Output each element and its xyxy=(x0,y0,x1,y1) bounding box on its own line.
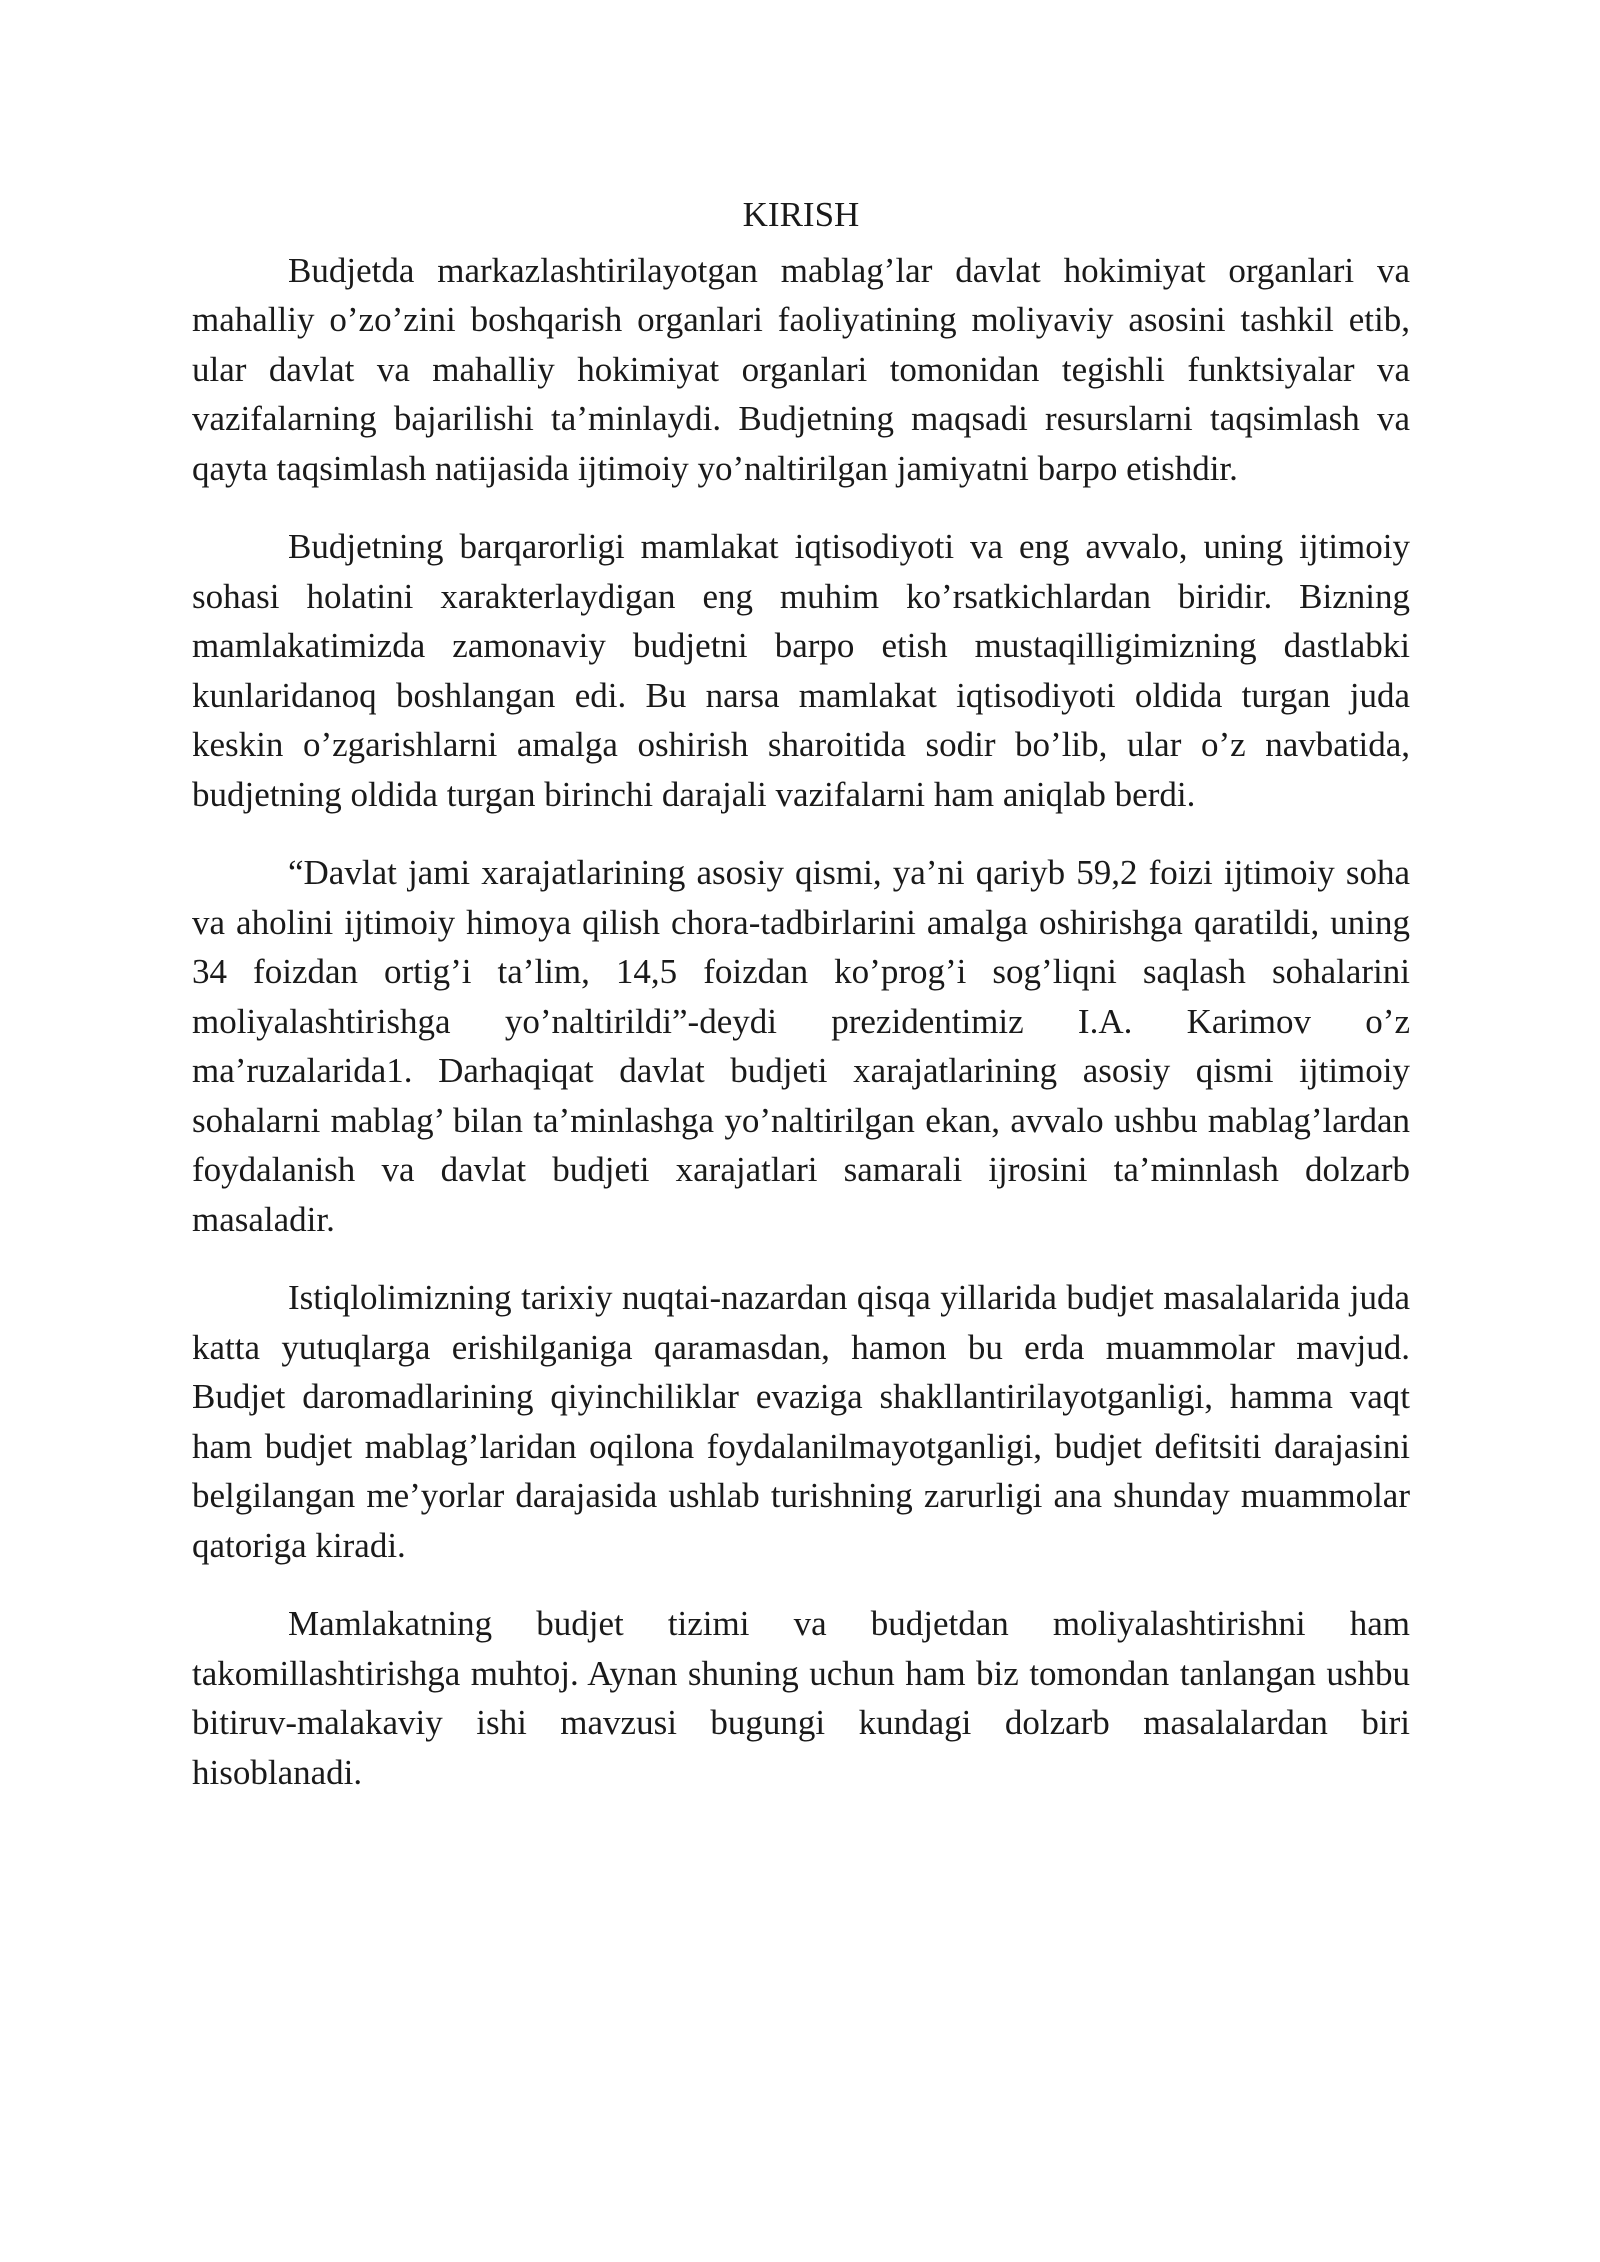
paragraph-5: Mamlakatning budjet tizimi va budjetdan moliyalashtirishni ham takomillashtirishga muhtoj. Aynan shuning uchun ham biz tomondan tanlangan ushbu bitiruv-malakaviy ishi mavzusi bugungi kundagi dolzarb masalalardan biri hisoblanadi. xyxy=(192,1604,1410,1792)
paragraph-1: Budjetda markazlashtirilayotgan mablag’lar davlat hokimiyat organlari va mahalliy o’zo’zini boshqarish organlari faoliyatining moliyaviy asosini tashkil etib, ular davlat va mahalliy hokimiyat organlari tomonidan tegishli funktsiyalar va vazifalarning bajarilishi ta’minlaydi. Budjetning maqsadi resurslarni taqsimlash va qayta taqsimlash natijasida ijtimoiy yo’naltirilgan jamiyatni barpo etishdir. xyxy=(192,250,1410,488)
paragraph-4: Istiqlolimizning tarixiy nuqtai-nazardan qisqa yillarida budjet masalalarida juda katta yutuqlarga erishilganiga qaramasdan, hamon bu erda muammolar mavjud. Budjet daromadlarining qiyinchiliklar evaziga shakllantirilayotganligi, hamma vaqt ham budjet mablag’laridan oqilona foydalanilmayotganligi, budjet defitsiti darajasini belgilangan me’yorlar darajasida ushlab turishning zarurligi ana shunday muammolar qatoriga kiradi. xyxy=(192,1278,1410,1565)
section-heading: KIRISH xyxy=(742,195,860,234)
paragraph-2: Budjetning barqarorligi mamlakat iqtisodiyoti va eng avvalo, uning ijtimoiy sohasi holatini xarakterlaydigan eng muhim ko’rsatkichlardan biridir. Bizning mamlakatimizda zamonaviy budjetni barpo etish mustaqilligimizning dastlabki kunlaridanoq boshlangan edi. Bu narsa mamlakat iqtisodiyoti oldida turgan juda keskin o’zgarishlarni amalga oshirish sharoitida sodir bo’lib, ular o’z navbatida, budjetning oldida turgan birinchi darajali vazifalarni ham aniqlab berdi. xyxy=(192,527,1410,814)
paragraph-3: “Davlat jami xarajatlarining asosiy qismi, ya’ni qariyb 59,2 foizi ijtimoiy soha va aholini ijtimoiy himoya qilish chora-tadbirlarini amalga oshirishga qaratildi, uning 34 foizdan ortig’i ta’lim, 14,5 foizdan ko’prog’i sog’liqni saqlash sohalarini moliyalashtirishga yo’naltirildi”-deydi prezidentimiz I.A. Karimov o’z ma’ruzalarida1. Darhaqiqat davlat budjeti xarajatlarining asosiy qismi ijtimoiy sohalarni mablag’ bilan ta’minlashga yo’naltirilgan ekan, avvalo ushbu mablag’lardan foydalanish va davlat budjeti xarajatlari samarali ijrosini ta’minnlash dolzarb masaladir. xyxy=(192,853,1410,1239)
document-body xyxy=(192,190,1410,1826)
